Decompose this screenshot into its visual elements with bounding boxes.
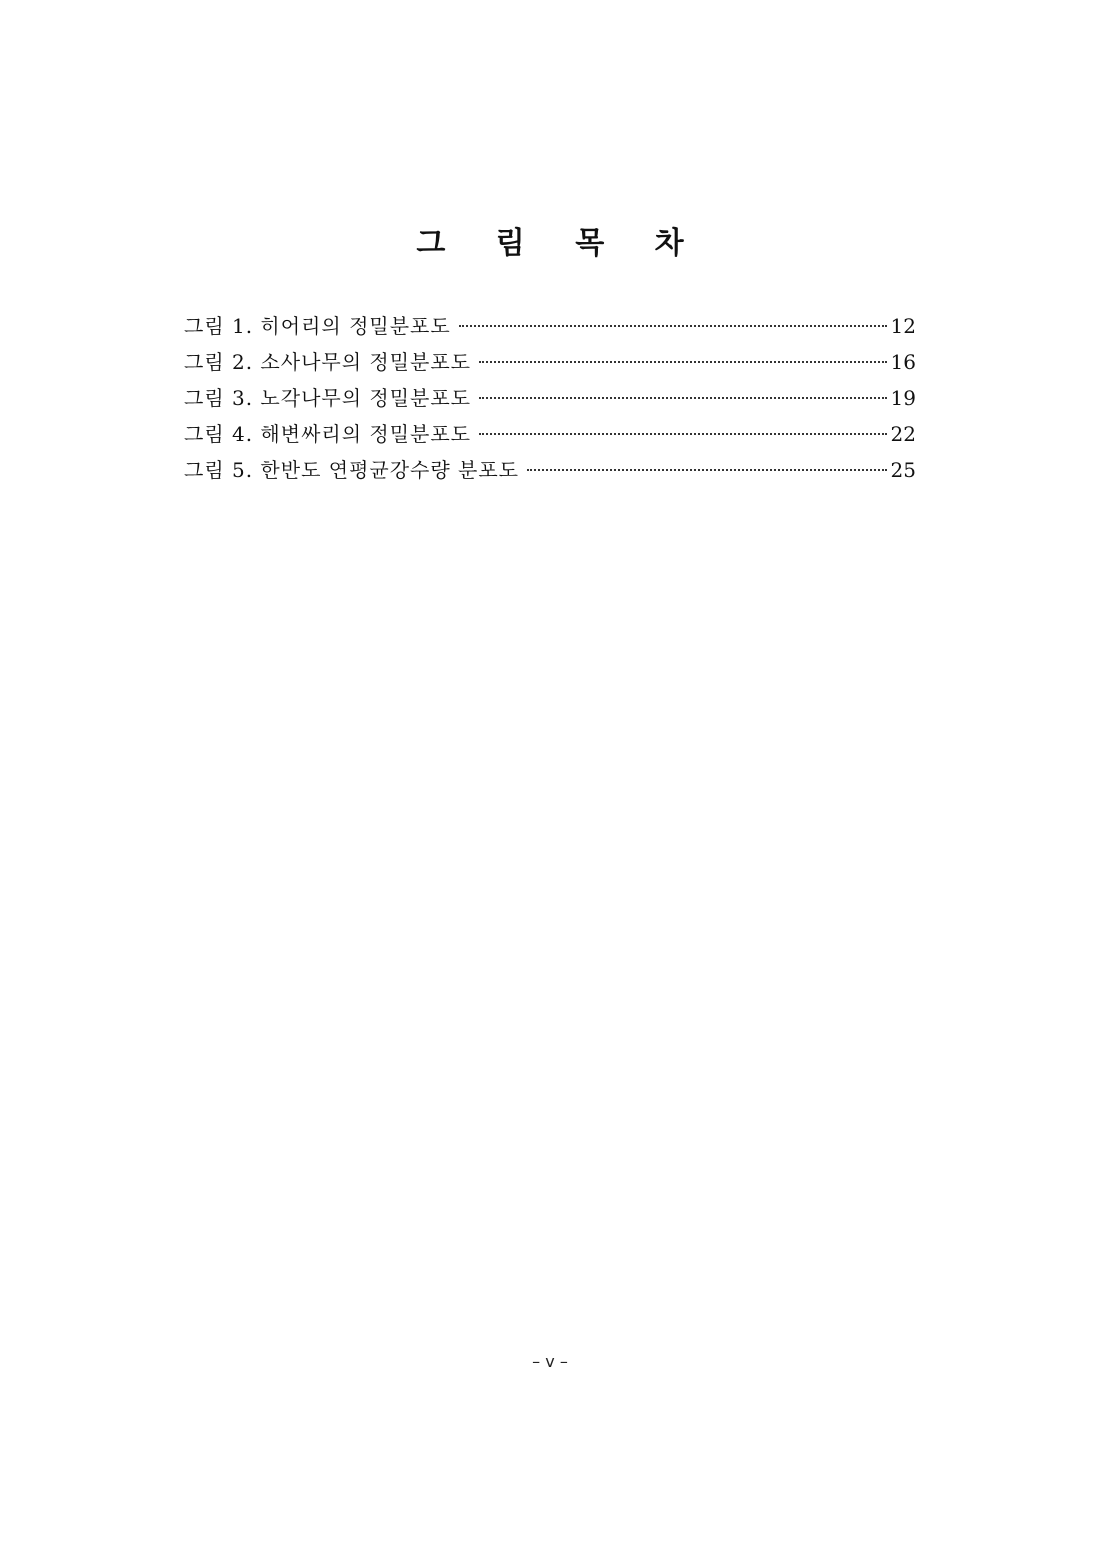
toc-entry-page-number: 12 (890, 314, 916, 338)
toc-entry[interactable] (184, 384, 916, 420)
toc-entry-page-number: 22 (890, 422, 916, 446)
dot-leader (479, 433, 887, 435)
toc-entry-page-number: 16 (890, 350, 916, 374)
toc-entry[interactable] (184, 456, 916, 492)
toc-entry[interactable] (184, 348, 916, 384)
toc-entry[interactable] (184, 312, 916, 348)
dot-leader (527, 469, 887, 471)
toc-entry-label: 그림 4. 해변싸리의 정밀분포도 (184, 422, 471, 446)
dot-leader (479, 361, 887, 363)
toc-entry-label: 그림 2. 소사나무의 정밀분포도 (184, 350, 471, 374)
dot-leader (479, 397, 887, 399)
toc-entry-label: 그림 3. 노각나무의 정밀분포도 (184, 386, 471, 410)
toc-entry-page-number: 25 (890, 458, 916, 482)
page-title: 그 림 목 차 (416, 226, 704, 261)
list-of-figures (184, 312, 916, 492)
toc-entry-page-number: 19 (890, 386, 916, 410)
page-number-footer: – v – (532, 1352, 568, 1371)
dot-leader (459, 325, 887, 327)
toc-entry-label: 그림 5. 한반도 연평균강수량 분포도 (184, 458, 519, 482)
toc-entry[interactable] (184, 420, 916, 456)
toc-entry-label: 그림 1. 히어리의 정밀분포도 (184, 314, 451, 338)
